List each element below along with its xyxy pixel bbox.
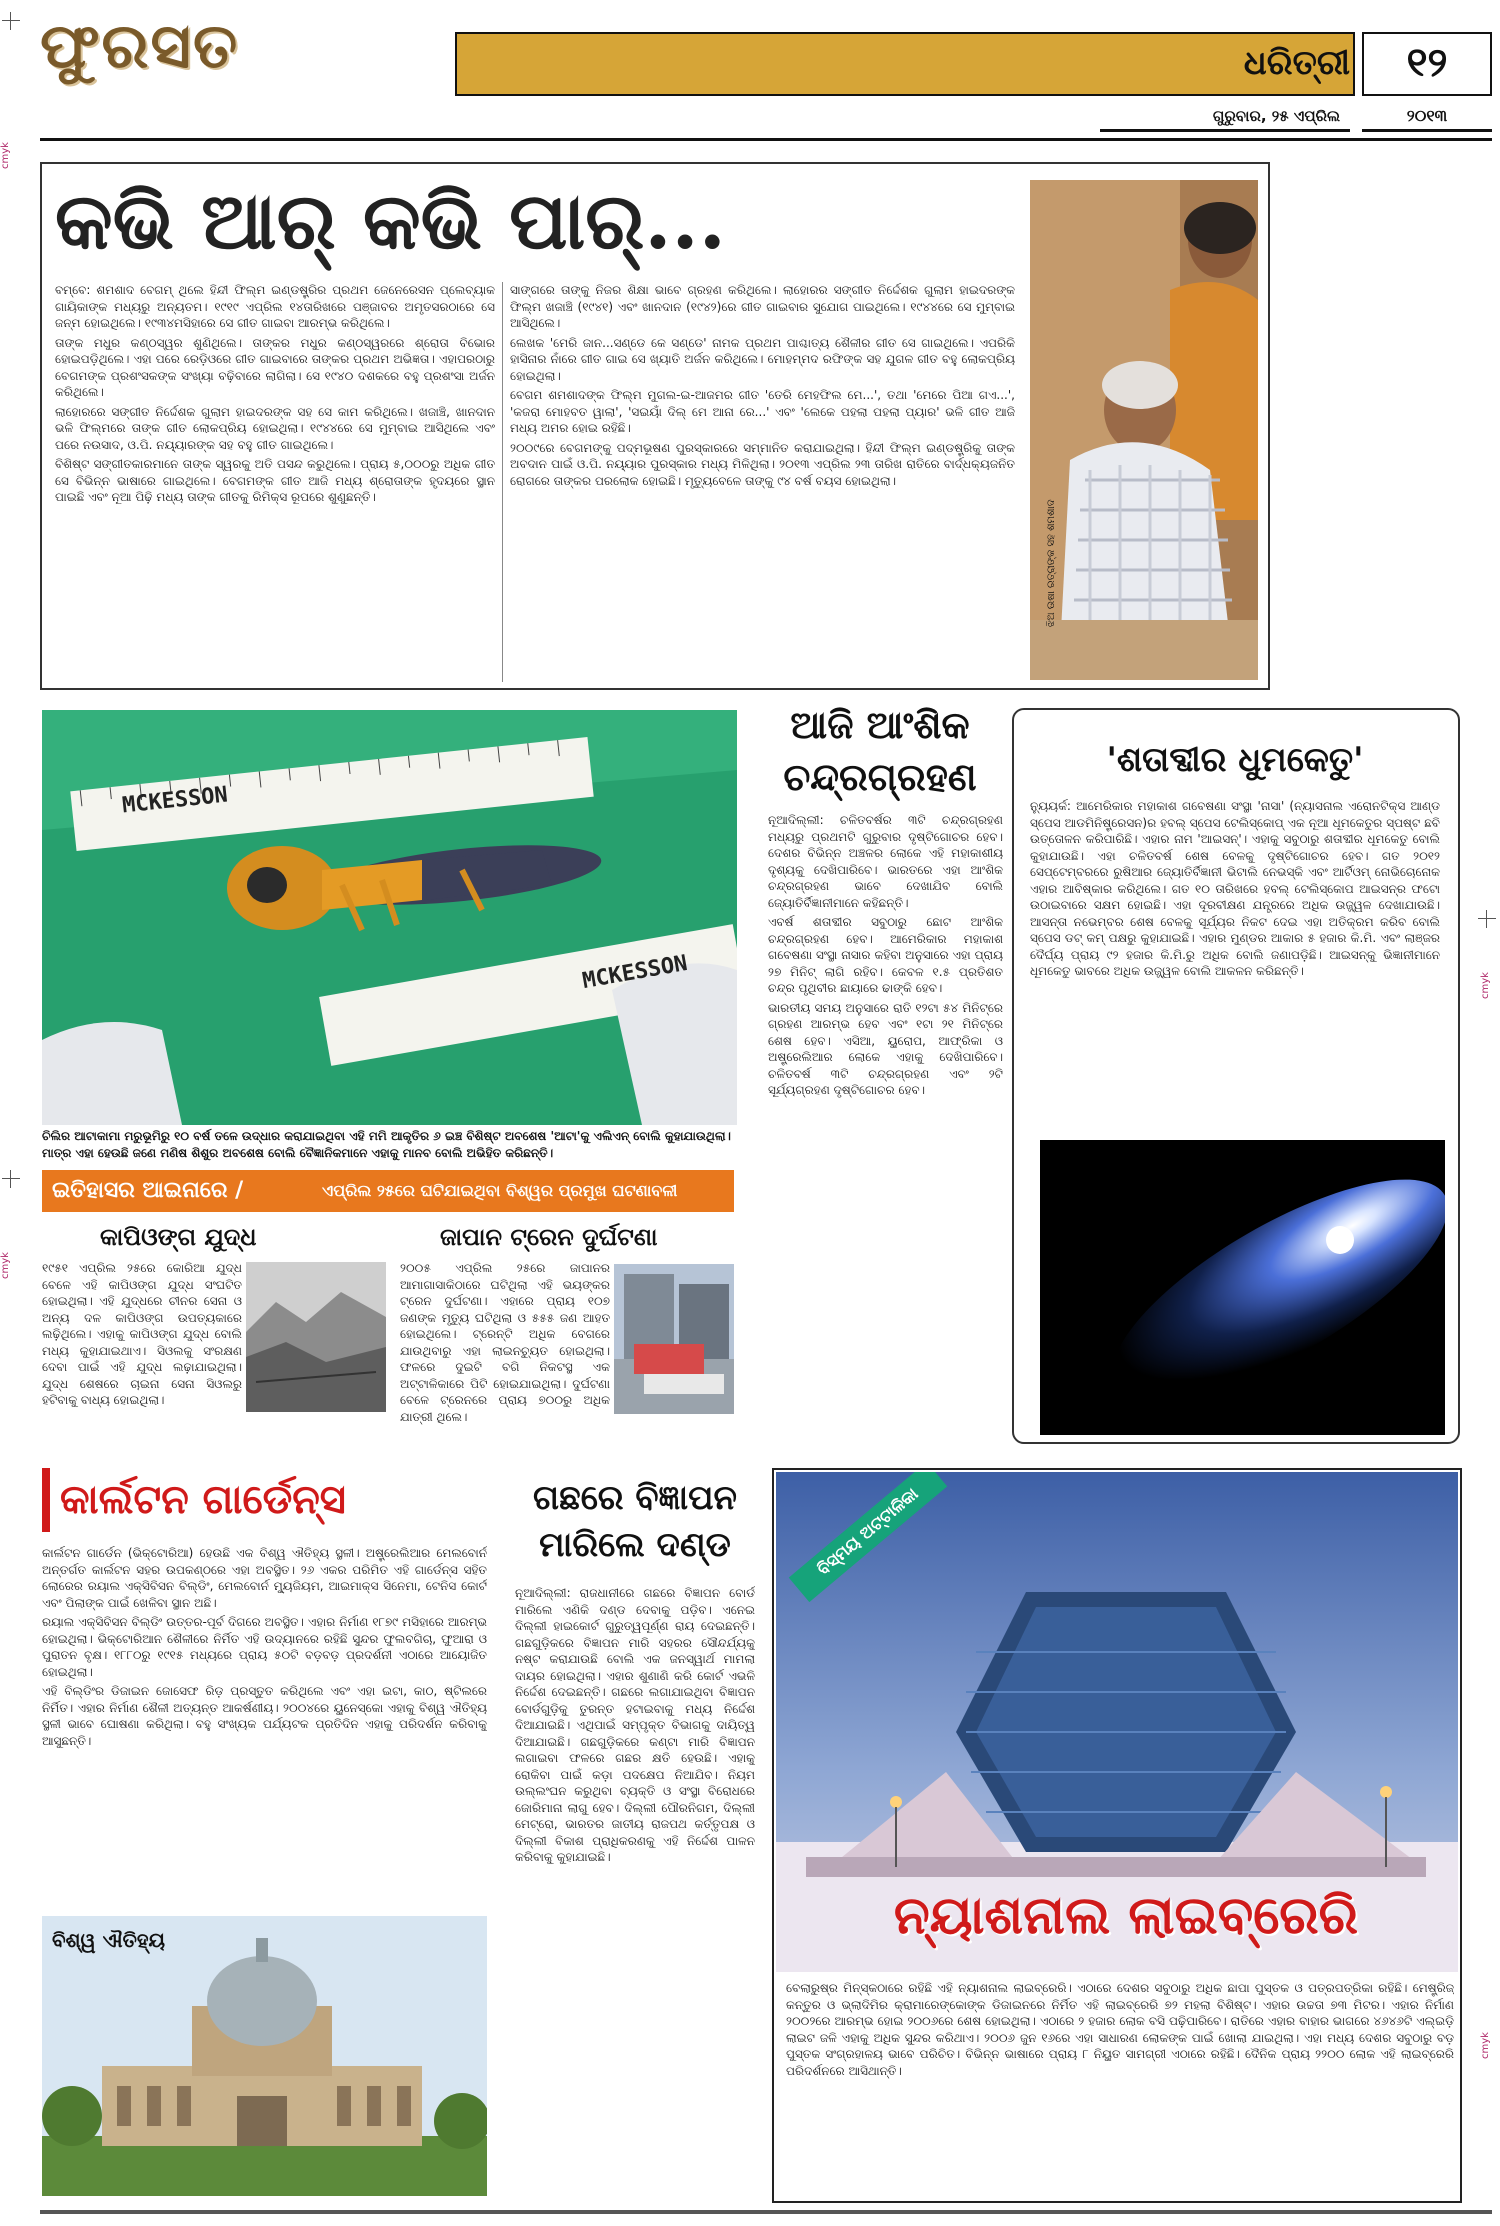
lead-paragraph: ତାଙ୍କ ମଧୁର କଣ୍ଠସ୍ୱର ଶୁଣିଥିଲେ। ତାଙ୍କର ମଧୁର କଣ୍ଠସ୍ୱରରେ ଶ୍ରୋତା ବିଭୋର ହୋଇପଡ଼ିଥିଲେ। ଏହା ପରେ ରେଡ଼ିଓରେ ଗୀତ ଗାଇବାରେ ତାଙ୍କର ପ୍ରଥମ ଅଭିଜ୍ଞତା। ଏହାପରଠାରୁ ବେଗମଙ୍କ ପ୍ରଶଂସକଙ୍କ ସଂଖ୍ୟା ବଢ଼ିବାରେ ଲାଗିଲା। ସେ ୧୯୪୦ ଦଶକରେ ବହୁ ପ୍ରଶଂସା ଅର୍ଜନ କରିଥିଲେ। — [55, 335, 495, 399]
lead-column-2 — [510, 282, 1015, 682]
eclipse-paragraph: ନୂଆଦିଲ୍ଲୀ: ଚଳିତବର୍ଷର ୩ଟି ଚନ୍ଦ୍ରଗ୍ରହଣ ମଧ୍ୟରୁ ପ୍ରଥମଟି ଗୁରୁବାର ଦୃଷ୍ଟିଗୋଚର ହେବ। ଦେଶର ବିଭିନ୍ନ ଅଞ୍ଚଳର ଲୋକେ ଏହି ମହାକାଶୀୟ ଦୃଶ୍ୟକୁ ଦେଖିପାରିବେ। ଭାରତରେ ଏହା ଆଂଶିକ ଚନ୍ଦ୍ରଗ୍ରହଣ ଭାବେ ଦେଖାଯିବ ବୋଲି ଜ୍ୟୋତିର୍ବିଜ୍ଞାନୀମାନେ କହିଛନ୍ତି। — [768, 813, 1003, 910]
carlton-body — [42, 1545, 487, 1915]
section-label: ଧରିତ୍ରୀ — [1243, 43, 1350, 83]
color-registration-mark: cmyk — [0, 142, 11, 169]
history-banner-title: ଇତିହାସର ଆଇନାରେ / — [52, 1178, 244, 1203]
alien-illustration — [42, 710, 737, 1125]
fine-text: ନୂଆଦିଲ୍ଲୀ: ରାଜଧାନୀରେ ଗଛରେ ବିଜ୍ଞାପନ ବୋର୍ଡ ମାରିଲେ ଏଣିକି ଦଣ୍ଡ ଦେବାକୁ ପଡ଼ିବ। ଏନେଇ ଦିଲ୍ଲୀ ହାଇକୋର୍ଟ ଗୁରୁତ୍ୱପୂର୍ଣ୍ଣ ରାୟ ଦେଇଛନ୍ତି। ଗଛଗୁଡ଼ିକରେ ବିଜ୍ଞାପନ ମାରି ସହରର ସୌନ୍ଦର୍ଯ୍ୟକୁ ନଷ୍ଟ କରାଯାଉଛି ବୋଲି ଏକ ଜନସ୍ୱାର୍ଥ ମାମଲା ଦାୟର ହୋଇଥିଲା। ଏହାର ଶୁଣାଣି କରି କୋର୍ଟ ଏଭଳି ନିର୍ଦ୍ଦେଶ ଦେଇଛନ୍ତି। ଗଛରେ ଲଗାଯାଇଥିବା ବିଜ୍ଞାପନ ବୋର୍ଡଗୁଡ଼ିକୁ ତୁରନ୍ତ ହଟାଇବାକୁ ମଧ୍ୟ ନିର୍ଦ୍ଦେଶ ଦିଆଯାଇଛି। ଏଥିପାଇଁ ସମ୍ପୃକ୍ତ ବିଭାଗକୁ ଦାୟିତ୍ୱ ଦିଆଯାଇଛି। ଗଛଗୁଡ଼ିକରେ କଣ୍ଟା ମାରି ବିଜ୍ଞାପନ ଲଗାଇବା ଫଳରେ ଗଛର କ୍ଷତି ହେଉଛି। ଏହାକୁ ରୋକିବା ପାଇଁ କଡ଼ା ପଦକ୍ଷେପ ନିଆଯିବ। ନିୟମ ଉଲ୍ଲଂଘନ କରୁଥିବା ବ୍ୟକ୍ତି ଓ ସଂସ୍ଥା ବିରୋଧରେ ଜୋରିମାନା ଲାଗୁ ହେବ। ଦିଲ୍ଲୀ ପୌରନିଗମ, ଦିଲ୍ଲୀ ମେଟ୍ରୋ, ଭାରତର ଜାତୀୟ ରାଜପଥ କର୍ତ୍ତୃପକ୍ଷ ଓ ଦିଲ୍ଲୀ ବିକାଶ ପ୍ରାଧିକରଣକୁ ଏହି ନିର୍ଦ୍ଦେଶ ପାଳନ କରିବାକୁ କୁହାଯାଇଛି। — [515, 1586, 755, 1864]
library-photo — [776, 1472, 1458, 1972]
portrait-illustration — [1030, 180, 1258, 680]
date-text: ଗୁରୁବାର, ୨୫ ଏପ୍ରିଲ — [1212, 107, 1340, 125]
eclipse-paragraph: ଭାରତୀୟ ସମୟ ଅନୁସାରେ ରାତି ୧୨ଟା ୫୪ ମିନିଟ୍‌ରେ ଗ୍ରହଣ ଆରମ୍ଭ ହେବ ଏବଂ ୧ଟା ୨୧ ମିନିଟ୍‌ରେ ଶେଷ ହେବ। ଏସିଆ, ୟୁରୋପ, ଆଫ୍ରିକା ଓ ଅଷ୍ଟ୍ରେଲିଆର ଲୋକେ ଏହାକୁ ଦେଖିପାରିବେ। ଚଳିତବର୍ଷ ୩ଟି ଚନ୍ଦ୍ରଗ୍ରହଣ ଏବଂ ୨ଟି ସୂର୍ଯ୍ୟଗ୍ରହଣ ଦୃଷ୍ଟିଗୋଚର ହେବ। — [768, 1000, 1003, 1097]
eclipse-title-1: ଆଜି ଆଂଶିକ — [790, 703, 970, 747]
comet-photo — [1040, 1140, 1445, 1435]
ruler-label: MCKESSON — [580, 950, 690, 995]
masthead-rule — [40, 138, 1492, 141]
color-registration-mark: cmyk — [0, 1252, 11, 1279]
library-body — [786, 1980, 1454, 2195]
masthead — [0, 0, 1500, 140]
color-registration-mark: cmyk — [1479, 972, 1491, 999]
library-title: ନ୍ୟାଶନାଲ ଲାଇବ୍ରେରି — [893, 1886, 1359, 1946]
fine-title-1: ଗଛରେ ବିଜ୍ଞାପନ — [533, 1478, 737, 1518]
carlton-title-bar — [42, 1468, 50, 1532]
comet-title: 'ଶତାବ୍ଦୀର ଧୁମକେତୁ' — [1106, 740, 1364, 780]
war-illustration — [246, 1262, 386, 1412]
carlton-photo-label: ବିଶ୍ୱ ଐତିହ୍ୟ — [52, 1928, 166, 1952]
crop-mark — [2, 12, 20, 30]
train-illustration — [614, 1264, 734, 1414]
carlton-title: କାର୍ଲଟନ ଗାର୍ଡେନ୍ସ — [60, 1477, 346, 1523]
color-registration-mark: cmyk — [1479, 2032, 1491, 2059]
train-photo — [614, 1264, 734, 1414]
carlton-paragraph: କାର୍ଲଟନ ଗାର୍ଡେନ (ଭିକ୍ଟୋରିଆ) ହେଉଛି ଏକ ବିଶ୍ୱ ଐତିହ୍ୟ ସ୍ଥଳୀ। ଅଷ୍ଟ୍ରେଲିଆର ମେଲବୋର୍ନ ଅନ୍ତର୍ଗତ କାର୍ଲଟନ ସହର ଉପକଣ୍ଠରେ ଏହା ଅବସ୍ଥିତ। ୨୬ ଏକର ପରିମିତ ଏହି ଗାର୍ଡେନ୍ସ ସହିତ ଲୋରେର ରୟାଲ ଏକ୍ସିବିସନ ବିଲ୍ଡିଂ, ମେଲବୋର୍ନ ମ୍ୟୁଜିୟମ, ଆଇମାକ୍ସ ସିନେମା, ଟେନିସ କୋର୍ଟ ଏବଂ ପିଲାଙ୍କ ପାଇଁ ଖେଳିବା ସ୍ଥାନ ଅଛି। — [42, 1546, 487, 1610]
section-logo: ଫୁରସତ — [40, 9, 240, 82]
train-title: ଜାପାନ ଟ୍ରେନ ଦୁର୍ଘଟଣା — [440, 1223, 658, 1251]
war-photo — [246, 1262, 386, 1412]
page-number: ୧୨ — [1406, 40, 1448, 86]
war-text: ୧୯୫୧ ଏପ୍ରିଲ ୨୫ରେ କୋରିଆ ଯୁଦ୍ଧ ବେଳେ ଏହି କାପିଓଙ୍ଗ ଯୁଦ୍ଧ ସଂଘଟିତ ହୋଇଥିଲା। ଏହି ଯୁଦ୍ଧରେ ଚୀନର ସେନା ଓ ଅନ୍ୟ ଦଳ କାପିଓଙ୍ଗ ଉପତ୍ୟକାରେ ଲଢ଼ିଥିଲେ। ଏହାକୁ କାପିଓଙ୍ଗ ଯୁଦ୍ଧ ବୋଲି ମଧ୍ୟ କୁହାଯାଇଥାଏ। ସିଓଲକୁ ସଂରକ୍ଷଣ ଦେବା ପାଇଁ ଏହି ଯୁଦ୍ଧ ଲଢ଼ାଯାଇଥିଲା। ଯୁଦ୍ଧ ଶେଷରେ ଚାଇନା ସେନା ସିଓଲରୁ ହଟିବାକୁ ବାଧ୍ୟ ହୋଇଥିଲା। — [42, 1261, 242, 1407]
bottom-rule — [40, 2210, 1492, 2214]
carlton-paragraph: ରୟାଲ ଏକ୍ସିବିସନ ବିଲ୍ଡିଂ ଉତ୍ତର-ପୂର୍ବ ଦିଗରେ ଅବସ୍ଥିତ। ଏହାର ନିର୍ମାଣ ୧୮୭୯ ମସିହାରେ ଆରମ୍ଭ ହୋଇଥିଲା। ଭିକ୍ଟୋରିଆନ ଶୈଳୀରେ ନିର୍ମିତ ଏହି ଉଦ୍ୟାନରେ ରହିଛି ସୁନ୍ଦର ଫୁଲବଗିଚା, ଫୁଆରା ଓ ପୁରାତନ ବୃକ୍ଷ। ୧୮୮୦ରୁ ୧୯୧୫ ମଧ୍ୟରେ ପ୍ରାୟ ୫୦ଟି ବଡ଼ବଡ଼ ପ୍ରଦର୍ଶନୀ ଏଠାରେ ଆୟୋଜିତ ହୋଇଥିଲା। — [42, 1615, 487, 1679]
fine-title-2: ମାରିଲେ ଦଣ୍ଡ — [539, 1525, 731, 1565]
lead-paragraph: ବେଗମ ଶମଶାଦଙ୍କ ଫିଲ୍ମ ମୁଗଲ-ଇ-ଆଜମର ଗୀତ 'ତେରି ମେହଫିଲ ମେ...', ତଥା 'ମେରେ ପିଆ ଗଏ...', 'କଜରା ମୋହବତ ୱାଲା', 'ସଇୟାଁ ଦିଲ୍ ମେ ଆନା ରେ...' ଏବଂ 'ଲେକେ ପହଲା ପହଲା ପ୍ୟାର' ଭଳି ଗୀତ ଆଜି ମଧ୍ୟ ଅମର ହୋଇ ରହିଛି। — [510, 388, 1015, 435]
carlton-illustration — [42, 1916, 487, 2196]
crop-mark — [2, 1170, 20, 1188]
lead-column-1 — [55, 282, 495, 682]
lead-paragraph: ବିଶିଷ୍ଟ ସଙ୍ଗୀତକାରମାନେ ତାଙ୍କ ସ୍ୱରକୁ ଅତି ପସନ୍ଦ କରୁଥିଲେ। ପ୍ରାୟ ୫,୦୦୦ରୁ ଅଧିକ ଗୀତ ସେ ବିଭିନ୍ନ ଭାଷାରେ ଗାଇଥିଲେ। ବେଗମଙ୍କ ଗୀତ ଆଜି ମଧ୍ୟ ଶ୍ରୋତାଙ୍କ ହୃଦୟରେ ସ୍ଥାନ ପାଇଛି ଏବଂ ନୂଆ ପିଢ଼ି ମଧ୍ୟ ତାଙ୍କ ଗୀତକୁ ରିମିକ୍ସ ରୂପରେ ଶୁଣୁଛନ୍ତି। — [55, 457, 495, 504]
fine-body — [515, 1585, 755, 2200]
lead-paragraph: ୨୦୦୯ରେ ବେଗମଙ୍କୁ ପଦ୍ମଭୂଷଣ ପୁରସ୍କାରରେ ସମ୍ମାନିତ କରାଯାଇଥିଲା। ହିନ୍ଦୀ ଫିଲ୍ମ ଇଣ୍ଡଷ୍ଟ୍ରିକୁ ତାଙ୍କ ଅବଦାନ ପାଇଁ ଓ.ପି. ନୟ୍ୟାର ପୁରସ୍କାର ମଧ୍ୟ ମିଳିଥିଲା। ୨୦୧୩ ଏପ୍ରିଲ ୨୩ ତାରିଖ ରାତିରେ ବାର୍ଦ୍ଧକ୍ୟଜନିତ ରୋଗରେ ତାଙ୍କର ପରଲୋକ ହୋଇଛି। ମୃତ୍ୟୁବେଳେ ତାଙ୍କୁ ୯୪ ବର୍ଷ ବୟସ ହୋଇଥିଲା। — [510, 440, 1015, 488]
eclipse-title-2: ଚନ୍ଦ୍ରଗ୍ରହଣ — [783, 755, 977, 799]
train-body — [400, 1260, 610, 1445]
comet-text: ନ୍ୟୁୟର୍କ: ଆମେରିକାର ମହାକାଶ ଗବେଷଣା ସଂସ୍ଥା 'ନାସା' (ନ୍ୟାସନାଲ ଏରୋନଟିକ୍ସ ଆଣ୍ଡ ସ୍ପେସ ଆଡମିନିଷ୍ଟ୍ରେସନ)ର ହବଲ୍ ସ୍ପେସ ଟେଲିସ୍କୋପ୍ ଏକ ନୂଆ ଧୂମକେତୁର ସ୍ପଷ୍ଟ ଛବି ଉତ୍ତୋଳନ କରିପାରିଛି। ଏହାର ନାମ 'ଆଇସନ୍'। ଏହାକୁ ସବୁଠାରୁ ଶତାବ୍ଦୀର ଧୂମକେତୁ ବୋଲି କୁହାଯାଉଛି। ଏହା ଚଳିତବର୍ଷ ଶେଷ ବେଳକୁ ଦୃଷ୍ଟିଗୋଚର ହେବ। ଗତ ୨୦୧୨ ସେପ୍ଟେମ୍ବରରେ ରୁଷିଆର ଜ୍ୟୋତିର୍ବିଜ୍ଞାନୀ ଭିଟାଲି ନେଭସ୍କି ଏବଂ ଆର୍ଟିଓମ୍ ନୋଭିଚୋନୋକ ଏହାର ଆବିଷ୍କାର କରିଥିଲେ। ଗତ ୧୦ ତାରିଖରେ ହବଲ୍ ଟେଲିସ୍କୋପ ଆଇସନ୍‌ର ଫଟୋ ଉଠାଇବାରେ ସକ୍ଷମ ହୋଇଛି। ଏହା ଦୂରବୀକ୍ଷଣ ଯନ୍ତ୍ରରେ ଅଧିକ ଉଜ୍ଜ୍ୱଳ ଦେଖାଯାଉଛି। ଆସନ୍ତା ନଭେମ୍ବର ଶେଷ ବେଳକୁ ସୂର୍ଯ୍ୟର ନିକଟ ଦେଇ ଏହା ଅତିକ୍ରମ କରିବ ବୋଲି ସ୍ପେସ ଡଟ୍ କମ୍ ପକ୍ଷରୁ କୁହାଯାଇଛି। ଏହାର ମୁଣ୍ଡର ଆକାର ୫ ହଜାର କି.ମି. ଏବଂ ଲାଞ୍ଜର ଦୈର୍ଘ୍ୟ ପ୍ରାୟ ୯୨ ହଜାର କି.ମି.ରୁ ଅଧିକ ବୋଲି ଜଣାପଡ଼ିଛି। ଆଇସନ୍‌କୁ ଭିଜ୍ଞାନୀମାନେ ଧୂମକେତୁ ଭାବରେ ଅଧିକ ଉଜ୍ଜ୍ୱଳ ବୋଲି ଆକଳନ କରିଛନ୍ତି। — [1030, 799, 1440, 978]
war-body — [42, 1260, 242, 1445]
alien-caption: ଚିଲିର ଆଟାକାମା ମରୁଭୂମିରୁ ୧୦ ବର୍ଷ ତଳେ ଉଦ୍ଧାର କରାଯାଇଥିବା ଏହି ମମି ଆକୃତିର ୬ ଇଞ୍ଚ ବିଶିଷ୍ଟ ଅବଶେଷ 'ଆଟା'କୁ ଏଲିଏନ୍ ବୋଲି କୁହାଯାଉଥିଲା। ମାତ୍ର ଏହା ହେଉଛି ଜଣେ ମଣିଷ ଶିଶୁର ଅବଶେଷ ବୋଲି ବୈଜ୍ଞାନିକମାନେ ଏହାକୁ ମାନବ ବୋଲି ଅଭିହିତ କରିଛନ୍ତି। — [42, 1129, 731, 1160]
history-banner-subtitle: ଏପ୍ରିଲ ୨୫ରେ ଘଟିଯାଇଥିବା ବିଶ୍ୱର ପ୍ରମୁଖ ଘଟଣାବଳୀ — [322, 1181, 678, 1200]
crop-mark — [1478, 910, 1496, 928]
carlton-paragraph: ଏହି ବିଲ୍ଡିଂର ଡିଜାଇନ ଜୋସେଫ ରିଡ଼ ପ୍ରସ୍ତୁତ କରିଥିଲେ ଏବଂ ଏହା ଇଟା, କାଠ, ଷ୍ଟିଲରେ ନିର୍ମିତ। ଏହାର ନିର୍ମାଣ ଶୈଳୀ ଅତ୍ୟନ୍ତ ଆକର୍ଷଣୀୟ। ୨୦୦୪ରେ ୟୁନେସ୍କୋ ଏହାକୁ ବିଶ୍ୱ ଐତିହ୍ୟ ସ୍ଥଳୀ ଭାବେ ଘୋଷଣା କରିଥିଲା। ବହୁ ସଂଖ୍ୟକ ପର୍ଯ୍ୟଟକ ପ୍ରତିଦିନ ଏହାକୁ ପରିଦର୍ଶନ କରିବାକୁ ଆସୁଛନ୍ତି। — [42, 1684, 487, 1748]
comet-body — [1030, 798, 1440, 1118]
lead-paragraph: ସାଙ୍ଗରେ ତାଙ୍କୁ ନିଜର ଶିକ୍ଷା ଭାବେ ଗ୍ରହଣ କରିଥିଲେ। ଲାହୋରର ସଙ୍ଗୀତ ନିର୍ଦ୍ଦେଶକ ଗୁଲାମ ହାଇଦରଙ୍କ ଫିଲ୍ମ ଖଜାଞ୍ଚି (୧୯୪୧) ଏବଂ ଖାନଦାନ (୧୯୪୨)ରେ ଗୀତ ଗାଇବାର ସୁଯୋଗ ପାଇଥିଲେ। ୧୯୪୪ରେ ସେ ମୁମ୍ବାଇ ଆସିଥିଲେ। — [510, 283, 1015, 330]
eclipse-body — [768, 812, 1003, 1412]
lead-headline: କଭି ଆର୍ କଭି ପାର୍... — [55, 176, 726, 267]
column-divider — [502, 282, 503, 682]
library-text: ବେଲାରୁଷ୍‌ର ମିନ୍‌ସ୍କଠାରେ ରହିଛି ଏହି ନ୍ୟାଶନାଲ ଲାଇବ୍ରେରି। ଏଠାରେ ଦେଶର ସବୁଠାରୁ ଅଧିକ ଛାପା ପୁସ୍ତକ ଓ ପତ୍ରପତ୍ରିକା ରହିଛି। ମେଷ୍ଟ୍ରିଜ୍ କନ୍ତୁର ଓ ଭ୍ଲାଦିମିର କ୍ରାମାରେଙ୍କୋଙ୍କ ଡିଜାଇନରେ ନିର୍ମିତ ଏହି ଲାଇବ୍ରେରି ୭୨ ମହଲା ବିଶିଷ୍ଟ। ଏହାର ଉଚ୍ଚତା ୭୩ ମିଟର। ଏହାର ନିର୍ମାଣ ୨୦୦୨ରେ ଆରମ୍ଭ ହୋଇ ୨୦୦୬ରେ ଶେଷ ହୋଇଥିଲା। ଏଠାରେ ୨ ହଜାର ଲୋକ ବସି ପଢ଼ିପାରିବେ। ରାତିରେ ଏହାର ବାହାର ଭାଗରେ ୪୬୪୬ଟି ଏଲ୍‌ଇଡ଼ି ଲାଇଟ ଜଳି ଏହାକୁ ଅଧିକ ସୁନ୍ଦର କରିଥାଏ। ୨୦୦୬ ଜୁନ ୧୬ରେ ଏହା ସାଧାରଣ ଲୋକଙ୍କ ପାଇଁ ଖୋଲା ଯାଇଥିଲା। ଏହା ମଧ୍ୟ ଦେଶର ସବୁଠାରୁ ବଡ଼ ପୁସ୍ତକ ସଂଗ୍ରହାଳୟ ଭାବେ ପରିଚିତ। ବିଭିନ୍ନ ଭାଷାରେ ପ୍ରାୟ ୮ ନିୟୁତ ସାମଗ୍ରୀ ଏଠାରେ ରହିଛି। ଦୈନିକ ପ୍ରାୟ ୨୨୦୦ ଲୋକ ଏହି ଲାଇବ୍ରେରି ପରିଦର୍ଶନରେ ଆସିଥାନ୍ତି। — [786, 1981, 1454, 2078]
ruler-label: MCKESSON — [120, 782, 229, 819]
train-text: ୨୦୦୫ ଏପ୍ରିଲ ୨୫ରେ ଜାପାନର ଆମାଗାସାକିଠାରେ ଘଟିଥିଲା ଏହି ଭୟଙ୍କର ଟ୍ରେନ ଦୁର୍ଘଟଣା। ଏହାରେ ପ୍ରାୟ ୧୦୭ ଜଣଙ୍କ ମୃତ୍ୟୁ ଘଟିଥିଲା ଓ ୫୫୫ ଜଣ ଆହତ ହୋଇଥିଲେ। ଟ୍ରେନ୍ଟି ଅଧିକ ବେଗରେ ଯାଉଥିବାରୁ ଏହା ଲାଇନଚ୍ୟୁତ ହୋଇଥିଲା। ଫଳରେ ଦୁଇଟି ବଗି ନିକଟସ୍ଥ ଏକ ଅଟ୍ଟାଳିକାରେ ପିଟି ହୋଇଯାଇଥିଲା। ଦୁର୍ଘଟଣା ବେଳେ ଟ୍ରେନରେ ପ୍ରାୟ ୭୦୦ରୁ ଅଧିକ ଯାତ୍ରୀ ଥିଲେ। — [400, 1261, 610, 1424]
alien-photo — [42, 710, 737, 1125]
year-text: ୨୦୧୩ — [1406, 106, 1448, 125]
photo-credit: ଝିଅ ଉଷା ରତ୍ରାଙ୍କ ସହ ଶମଶାଦ — [1046, 499, 1057, 627]
portrait-photo — [1030, 180, 1258, 680]
lead-paragraph: ଲେଖକ 'ମେରି ଜାନ...ସଣ୍ଡେ କେ ସଣ୍ଡେ' ନାମକ ପ୍ରଥମ ପାଶ୍ଚାତ୍ୟ ଶୈଳୀର ଗୀତ ସେ ଗାଇଥିଲେ। ଏପରିକି ହାସିନାର ନାଁରେ ଗୀତ ଗାଇ ସେ ଖ୍ୟାତି ଅର୍ଜନ କରିଥିଲେ। ମୋହମ୍ମଦ ରଫିଙ୍କ ସହ ଯୁଗଳ ଗୀତ ବହୁ ଲୋକପ୍ରିୟ ହୋଇଥିଲା। — [510, 335, 1015, 383]
eclipse-paragraph: ଏବର୍ଷ ଶତାବ୍ଦୀର ସବୁଠାରୁ ଛୋଟ ଆଂଶିକ ଚନ୍ଦ୍ରଗ୍ରହଣ ହେବ। ଆମେରିକାର ମହାକାଶ ଗବେଷଣା ସଂସ୍ଥା ନାସାର କହିବା ଅନୁସାରେ ଏହା ପ୍ରାୟ ୨୭ ମିନିଟ୍ ଲାଗି ରହିବ। କେବଳ ୧.୫ ପ୍ରତିଶତ ଚନ୍ଦ୍ର ପୃଥିବୀର ଛାୟାରେ ଢାଙ୍କି ହେବ। — [768, 915, 1003, 995]
carlton-photo — [42, 1916, 487, 2196]
comet-illustration — [1040, 1140, 1445, 1435]
lead-paragraph: ଲାହୋରରେ ସଙ୍ଗୀତ ନିର୍ଦ୍ଦେଶକ ଗୁଲାମ ହାଇଦରଙ୍କ ସହ ସେ କାମ କରିଥିଲେ। ଖଜାଞ୍ଚି, ଖାନଦାନ ଭଳି ଫିଲ୍ମରେ ତାଙ୍କ ଗୀତ ଲୋକପ୍ରିୟ ହୋଇଥିଲା। ୧୯୪୪ରେ ସେ ମୁମ୍ବାଇ ଆସିଥିଲେ ଏବଂ ପରେ ନଉସାଦ, ଓ.ପି. ନୟ୍ୟାରଙ୍କ ସହ ବହୁ ଗୀତ ଗାଇଥିଲେ। — [55, 404, 495, 452]
war-title: କାପିଓଙ୍ଗ ଯୁଦ୍ଧ — [100, 1223, 257, 1251]
lead-paragraph: ବମ୍ବେ: ଶମଶାଦ ବେଗମ୍ ଥିଲେ ହିନ୍ଦୀ ଫିଲ୍ମ ଇଣ୍ଡଷ୍ଟ୍ରିର ପ୍ରଥମ ଜେନେରେସନ ପ୍ଲେବ୍ୟାକ ଗାୟିକାଙ୍କ ମଧ୍ୟରୁ ଅନ୍ୟତମ। ୧୯୧୯ ଏପ୍ରିଲ ୧୪ତାରିଖରେ ପଞ୍ଜାବର ଅମୃତସରଠାରେ ସେ ଜନ୍ମ ହୋଇଥିଲେ। ୧୯୩୪ମସିହାରେ ସେ ଗୀତ ଗାଇବା ଆରମ୍ଭ କରିଥିଲେ। — [55, 283, 495, 330]
library-badge: ବିସ୍ମୟ ଅଟ୍ଟାଳିକା — [789, 1472, 947, 1602]
